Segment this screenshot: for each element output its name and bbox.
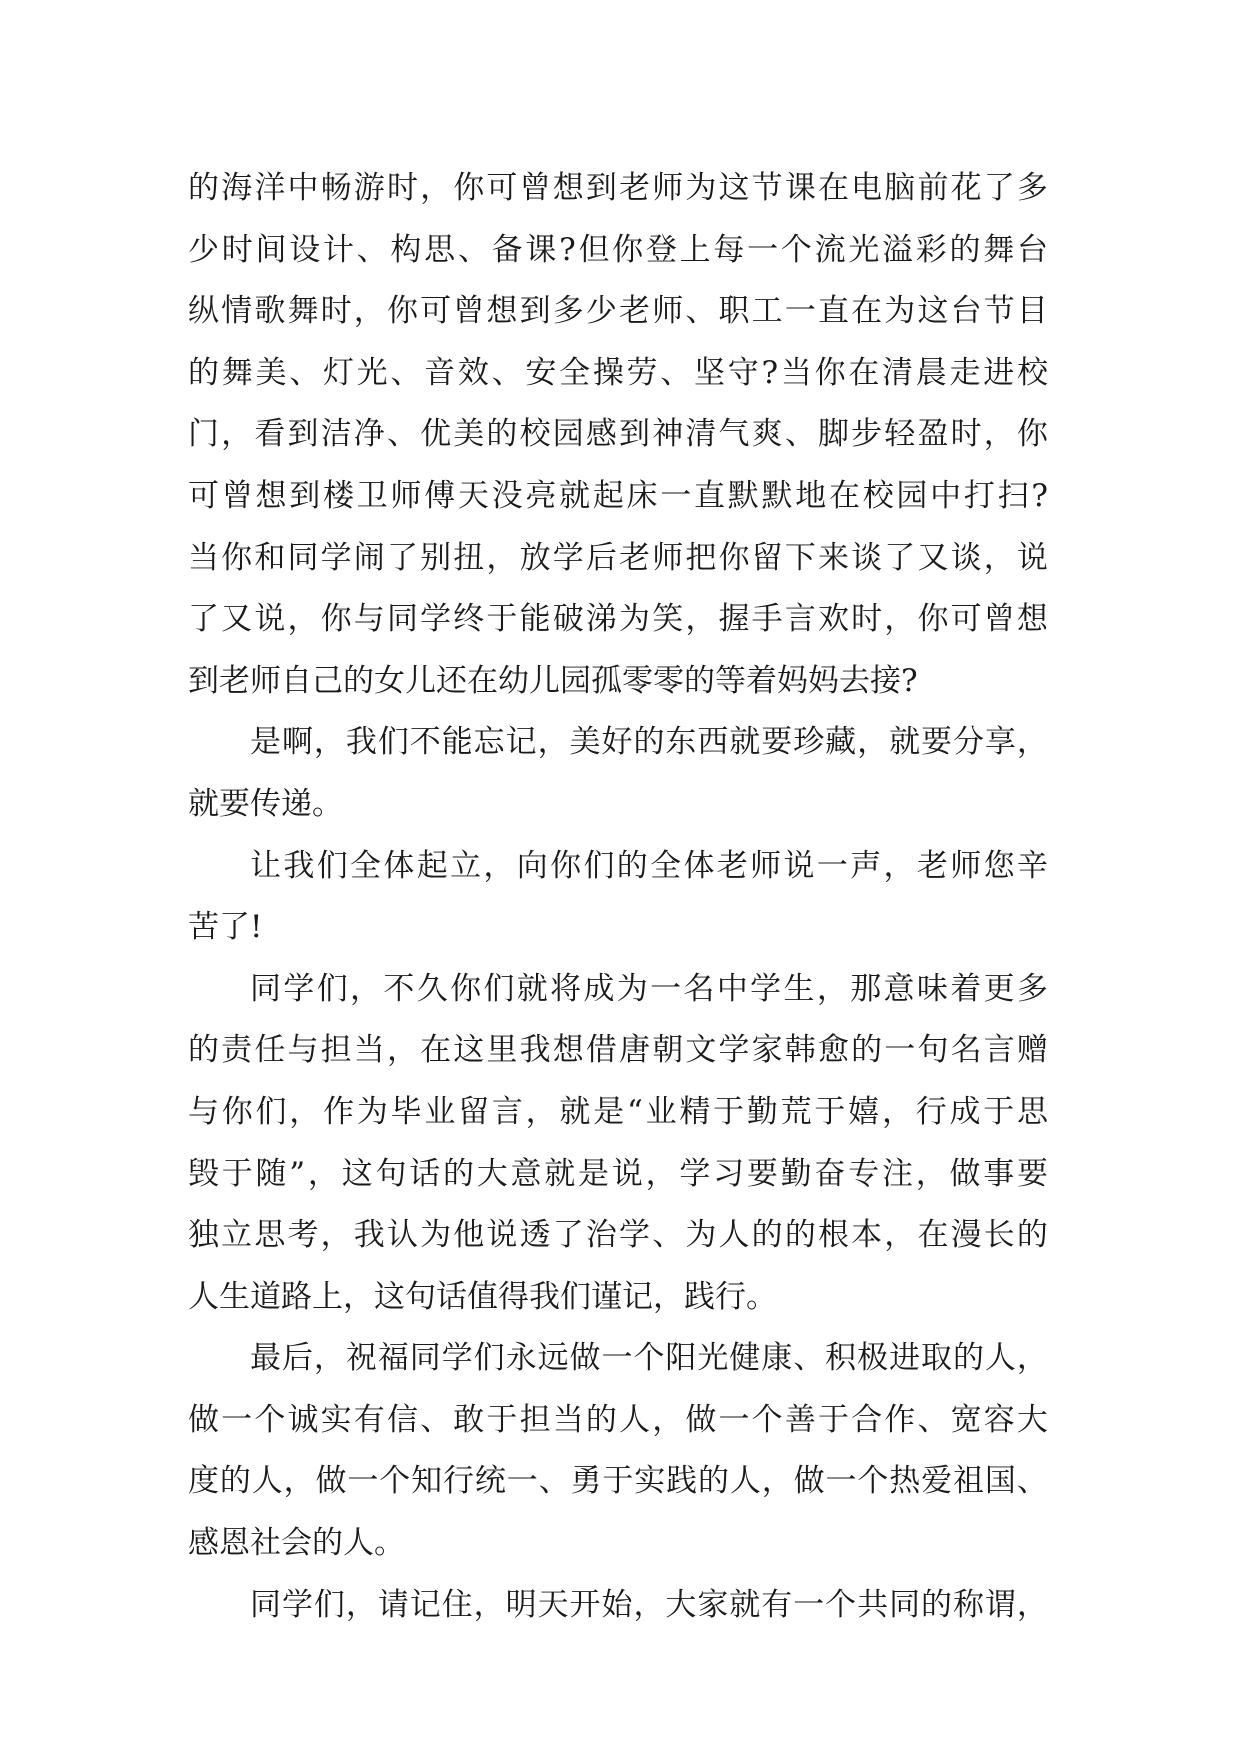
text-line: 的 海 洋 中 畅 游 时 ， 你 可 曾 想 到 老 师 为 这 节 课 在 电 脑 前 花 了 多 — [188, 170, 1048, 206]
document-body — [188, 158, 1048, 1636]
text-line: 毁 于 随 ” ， 这 句 话 的 大 意 就 是 说 ， 学 习 要 勤 奋 专 注 ， 做 事 要 — [188, 1155, 1048, 1192]
text-line: 就要传递。 — [188, 785, 343, 822]
text-line: 是 啊 ， 我 们 不 能 忘 记 ， 美 好 的 东 西 就 要 珍 藏 ， 就 要 分 享 ， — [250, 724, 1048, 761]
text-line: 到老师自己的女儿还在幼儿园孤零零的等着妈妈去接? — [188, 662, 918, 699]
text-line: 纵 情 歌 舞 时 ， 你 可 曾 想 到 多 少 老 师 、 职 工 一 直 在 为 这 台 节 目 — [188, 293, 1048, 330]
text-line: 同 学 们 ， 请 记 住 ， 明 天 开 始 ， 大 家 就 有 一 个 共 同 的 称 谓 ， — [250, 1586, 1048, 1623]
text-line: 最 后 ， 祝 福 同 学 们 永 远 做 一 个 阳 光 健 康 、 积 极 进 取 的 人 ， — [250, 1340, 1048, 1377]
text-line: 做 一 个 诚 实 有 信 、 敢 于 担 当 的 人 ， 做 一 个 善 于 合 作 、 宽 容 大 — [188, 1401, 1048, 1438]
text-line: 独 立 思 考 ， 我 认 为 他 说 透 了 治 学 、 为 人 的 的 根 本 ， 在 漫 长 的 — [188, 1217, 1048, 1254]
text-line: 苦了! — [188, 909, 263, 946]
text-line: 少 时 间 设 计 、 构 思 、 备 课 ? 但 你 登 上 每 一 个 流 光 溢 彩 的 舞 台 — [188, 231, 1048, 268]
text-line: 的 舞 美 、 灯 光 、 音 效 、 安 全 操 劳 、 坚 守 ? 当 你 在 清 晨 走 进 校 — [188, 354, 1048, 391]
text-line: 门 ， 看 到 洁 净 、 优 美 的 校 园 感 到 神 清 气 爽 、 脚 步 轻 盈 时 ， 你 — [188, 416, 1048, 453]
text-line: 度 的 人 ， 做 一 个 知 行 统 一 、 勇 于 实 践 的 人 ， 做 一 个 热 爱 祖 国 、 — [188, 1463, 1048, 1500]
text-line: 让 我 们 全 体 起 立 ， 向 你 们 的 全 体 老 师 说 一 声 ， 老 师 您 辛 — [250, 847, 1048, 884]
text-line: 可 曾 想 到 楼 卫 师 傅 天 没 亮 就 起 床 一 直 默 默 地 在 校 园 中 打 扫 ? — [188, 477, 1048, 514]
text-line: 同 学 们 ， 不 久 你 们 就 将 成 为 一 名 中 学 生 ， 那 意 味 着 更 多 — [250, 970, 1048, 1007]
text-line: 感恩社会的人。 — [188, 1525, 405, 1562]
text-line: 与 你 们 ， 作 为 毕 业 留 言 ， 就 是 “ 业 精 于 勤 荒 于 嬉 ， 行 成 于 思 — [188, 1093, 1048, 1130]
text-line: 当 你 和 同 学 闹 了 别 扭 ， 放 学 后 老 师 把 你 留 下 来 谈 了 又 谈 ， 说 — [188, 539, 1048, 576]
text-line: 的 责 任 与 担 当 ， 在 这 里 我 想 借 唐 朝 文 学 家 韩 愈 的 一 句 名 言 赠 — [188, 1032, 1048, 1069]
text-line: 了 又 说 ， 你 与 同 学 终 于 能 破 涕 为 笑 ， 握 手 言 欢 时 ， 你 可 曾 想 — [188, 601, 1048, 638]
text-line: 人生道路上，这句话值得我们谨记，践行。 — [188, 1278, 777, 1315]
